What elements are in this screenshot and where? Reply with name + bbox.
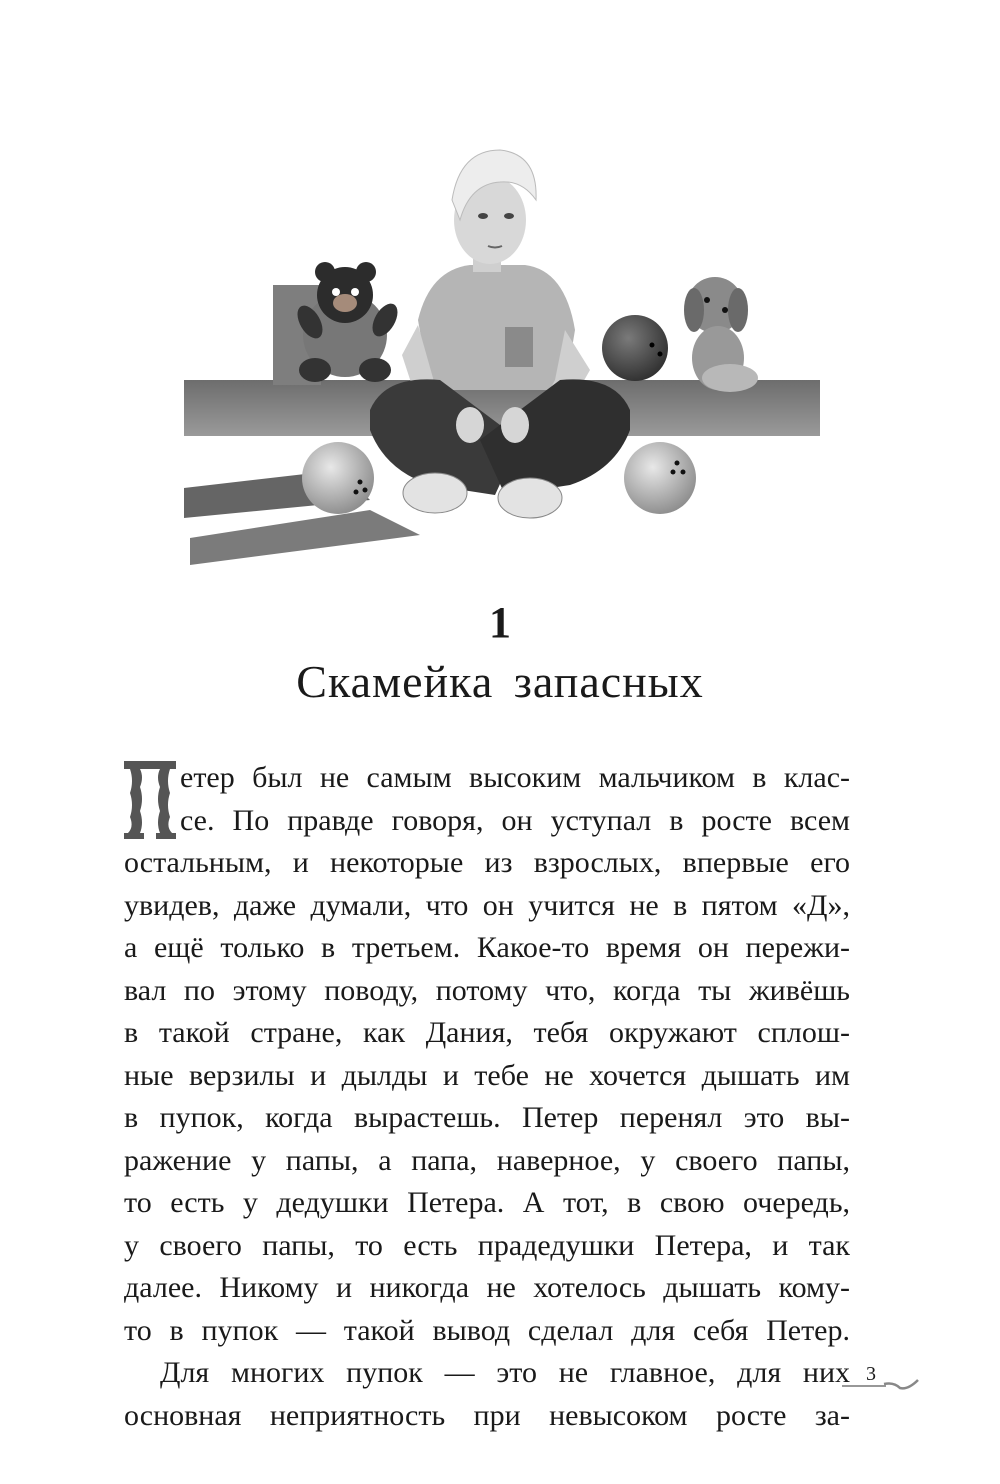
drop-cap-p-icon <box>124 761 176 839</box>
page-ornament-icon <box>842 1378 922 1394</box>
text-line: увидев, даже думали, что он учится не в пятом «Д», <box>124 888 850 922</box>
text-line: а ещё только в третьем. Какое-то время он пережи- <box>124 931 850 964</box>
text-line: остальным, и некоторые из взрослых, впервые его <box>124 846 850 879</box>
page-number: 3 <box>866 1363 876 1385</box>
text-line: основная неприятность при невысоком росте за- <box>124 1398 850 1432</box>
chapter-body <box>124 757 850 1437</box>
text-line: то есть у дедушки Петера. А тот, в свою очередь, <box>124 1186 850 1219</box>
chapter-illustration <box>170 140 830 580</box>
text-line: вал по этому поводу, потому что, когда ты живёшь <box>124 973 850 1007</box>
text-line: ражение у папы, а папа, наверное, у своего папы, <box>124 1143 850 1177</box>
text-line: етер был не самым высоким мальчиком в клас- <box>180 761 850 794</box>
text-line: ные верзилы и дылды и тебе не хочется дышать им <box>124 1058 850 1092</box>
text-line: Для многих пупок — это не главное, для них <box>160 1356 850 1389</box>
text-line: в пупок, когда вырастешь. Петер перенял это вы- <box>124 1101 850 1134</box>
text-line: то в пупок — такой вывод сделал для себя Петер. <box>124 1313 850 1347</box>
text-line: далее. Никому и никогда не хотелось дышать кому- <box>124 1271 850 1304</box>
chapter-number: 1 <box>489 598 511 647</box>
boy-with-toys-illustration-icon <box>170 140 830 580</box>
text-line: в такой стране, как Дания, тебя окружают сплош- <box>124 1016 850 1049</box>
text-line: се. По правде говоря, он уступал в росте всем <box>180 803 850 837</box>
chapter-title: Скамейка запасных <box>296 656 704 707</box>
drop-cap <box>124 761 176 839</box>
text-line: у своего папы, то есть прадедушки Петера, и так <box>124 1228 850 1262</box>
